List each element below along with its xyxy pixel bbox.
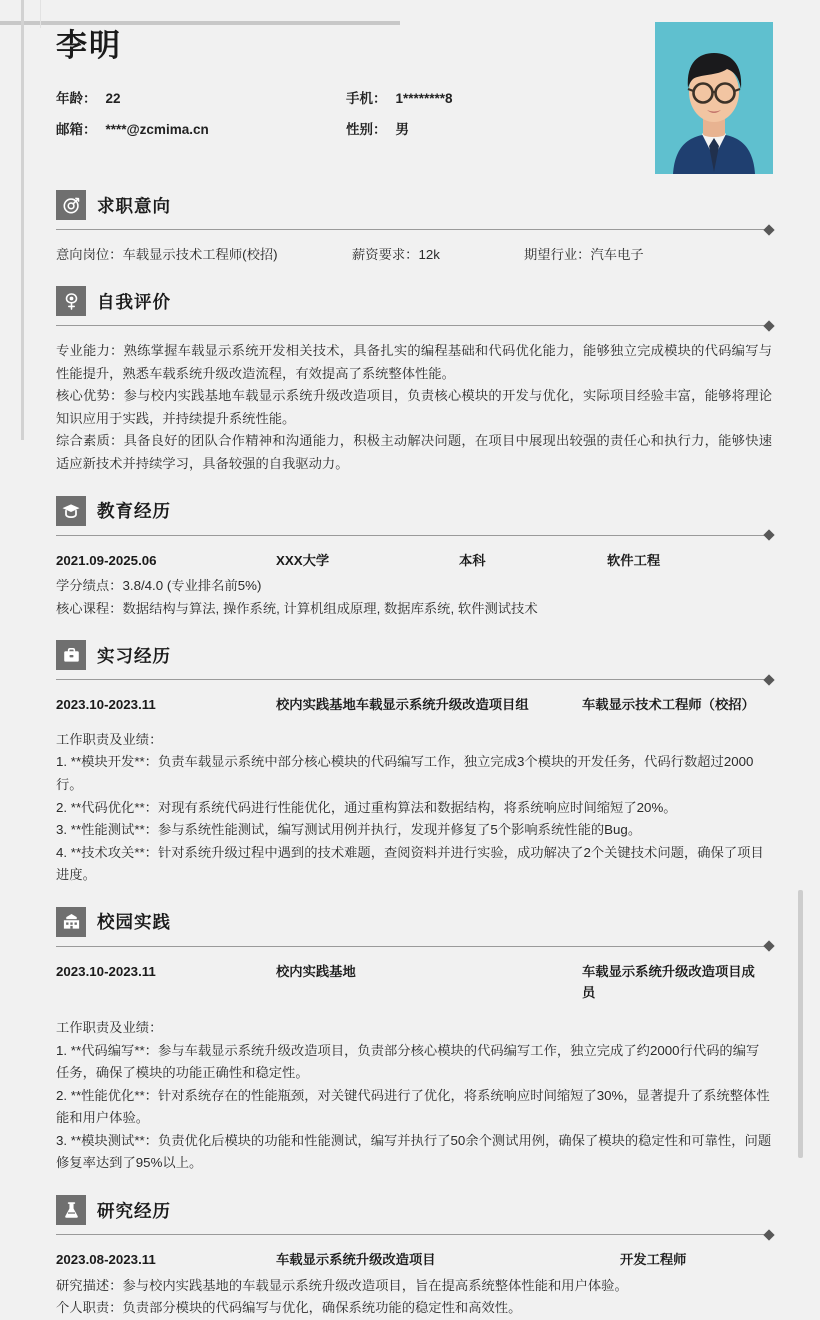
candidate-photo — [655, 22, 773, 174]
campus-practice-organization: 校内实践基地 — [276, 963, 356, 979]
rule-line — [56, 946, 772, 947]
section-campus-practice — [56, 907, 772, 1175]
section-title-education: 教育经历 — [97, 501, 171, 522]
campus-practice-details — [56, 1017, 772, 1175]
research-project: 车载显示系统升级改造项目 — [276, 1252, 436, 1268]
job-intent-salary — [352, 244, 524, 266]
section-rule-job-intent — [56, 226, 772, 235]
rule-line — [56, 229, 772, 230]
job-intent-industry-label: 期望行业： — [524, 247, 591, 262]
self-evaluation-paragraph: 综合素质：具备良好的团队合作精神和沟通能力，积极主动解决问题，在项目中展现出较强的责任心和执行力，能够快速适应新技术并持续学习，具备较强的自我驱动力。 — [56, 433, 772, 471]
research-date: 2023.08-2023.11 — [56, 1252, 156, 1268]
job-intent-salary-value: 12k — [418, 247, 440, 262]
campus-practice-entry-row — [56, 961, 772, 1004]
section-body-campus-practice — [56, 961, 772, 1175]
section-education — [56, 496, 772, 621]
section-header-research — [56, 1195, 772, 1225]
education-degree: 本科 — [459, 552, 486, 568]
campus-practice-detail-item: 3. **模块测试**：负责优化后模块的功能和性能测试，编写并执行了50余个测试用例，确保了模块的稳定性和可靠性，问题修复率达到了95%以上。 — [56, 1132, 772, 1171]
section-title-self-evaluation: 自我评价 — [97, 291, 171, 312]
info-value-email: ****@zcmima.cn — [105, 122, 209, 137]
education-details — [56, 575, 772, 620]
job-intent-position — [56, 244, 352, 266]
job-intent-industry — [524, 244, 644, 266]
personal-info-grid — [56, 87, 576, 138]
info-field-age — [56, 87, 346, 107]
self-evaluation-paragraph: 核心优势：参与校内实践基地车载显示系统升级改造项目，负责核心模块的开发与优化，实际项目经验丰富，能够将理论知识应用于实践，并持续提升系统性能。 — [56, 388, 772, 426]
rule-diamond-marker — [763, 320, 774, 331]
section-rule-education — [56, 532, 772, 541]
internship-entry-row — [56, 694, 772, 716]
section-title-campus-practice: 校园实践 — [97, 912, 171, 933]
job-intent-position-value: 车载显示技术工程师(校招) — [122, 247, 278, 262]
internship-date: 2023.10-2023.11 — [56, 697, 156, 713]
section-rule-internship — [56, 676, 772, 685]
campus-practice-role: 车载显示系统升级改造项目成员 — [582, 963, 755, 1001]
info-label-phone: 手机： — [346, 91, 387, 106]
section-rule-self-evaluation — [56, 322, 772, 331]
section-job-intent — [56, 190, 772, 266]
internship-detail-item: 2. **代码优化**：对现有系统代码进行性能优化，通过重构算法和数据结构，将系统响应时间缩短了20%。 — [56, 799, 677, 815]
section-body-internship — [56, 694, 772, 887]
education-gpa: 学分绩点：3.8/4.0 (专业排名前5%) — [56, 578, 262, 594]
section-rule-campus-practice — [56, 943, 772, 952]
job-intent-position-label: 意向岗位： — [56, 247, 123, 262]
internship-details-heading: 工作职责及业绩： — [56, 731, 163, 747]
resume-header — [56, 30, 772, 170]
resume-content — [56, 30, 772, 1320]
section-header-campus-practice — [56, 907, 772, 937]
internship-role: 车载显示技术工程师（校招） — [582, 697, 755, 713]
education-major: 软件工程 — [607, 552, 661, 568]
internship-organization: 校内实践基地车载显示系统升级改造项目组 — [276, 697, 529, 713]
section-internship — [56, 640, 772, 887]
rule-diamond-marker — [763, 941, 774, 952]
briefcase-icon — [56, 640, 86, 670]
internship-detail-item: 3. **性能测试**：参与系统性能测试，编写测试用例并执行，发现并修复了5个影响系统性能的Bug。 — [56, 822, 642, 838]
rule-diamond-marker — [763, 1229, 774, 1240]
info-value-phone: 1********8 — [395, 91, 453, 106]
section-self-evaluation — [56, 286, 772, 476]
campus-practice-detail-item: 2. **性能优化**：针对系统存在的性能瓶颈，对关键代码进行了优化，将系统响应时间缩短了30%，显著提升了系统整体性能和用户体验。 — [56, 1087, 770, 1126]
internship-detail-item: 1. **模块开发**：负责车载显示系统中部分核心模块的代码编写工作，独立完成3个模块的开发任务，代码行数超过2000行。 — [56, 754, 754, 792]
section-rule-research — [56, 1231, 772, 1240]
section-title-job-intent: 求职意向 — [97, 195, 171, 216]
info-value-gender: 男 — [395, 122, 409, 137]
target-icon — [56, 190, 86, 220]
research-description: 研究描述：参与校内实践基地的车载显示系统升级改造项目，旨在提高系统整体性能和用户体验。 — [56, 1277, 628, 1293]
education-entry-row — [56, 550, 772, 572]
section-title-research: 研究经历 — [97, 1200, 171, 1221]
info-label-gender: 性别： — [346, 122, 387, 137]
section-body-research — [56, 1249, 772, 1320]
research-responsibility: 个人职责：负责部分模块的代码编写与优化，确保系统功能的稳定性和高效性。 — [56, 1300, 522, 1316]
self-evaluation-paragraph: 专业能力：熟练掌握车载显示系统开发相关技术，具备扎实的编程基础和代码优化能力，能够独立完成模块的代码编写与性能提升，熟悉车载系统升级改造流程，有效提高了系统整体性能。 — [56, 343, 772, 381]
award-icon — [56, 286, 86, 316]
job-intent-row — [56, 244, 772, 266]
flask-icon — [56, 1195, 86, 1225]
rule-diamond-marker — [763, 674, 774, 685]
education-date: 2021.09-2025.06 — [56, 552, 157, 568]
internship-details — [56, 729, 772, 887]
info-field-gender — [346, 118, 576, 138]
campus-practice-date: 2023.10-2023.11 — [56, 963, 156, 979]
rule-line — [56, 535, 772, 536]
info-value-age: 22 — [105, 91, 121, 106]
research-role: 开发工程师 — [620, 1252, 687, 1268]
section-header-job-intent — [56, 190, 772, 220]
campus-practice-detail-item: 1. **代码编写**：参与车载显示系统升级改造项目，负责部分核心模块的代码编写工作，独立完成了约2000行代码的编写任务，确保了模块的功能正确性和稳定性。 — [56, 1042, 760, 1081]
section-title-internship: 实习经历 — [97, 645, 171, 666]
education-school: XXX大学 — [276, 552, 330, 568]
research-entry-row — [56, 1249, 772, 1271]
graduation-cap-icon — [56, 496, 86, 526]
rule-diamond-marker — [763, 529, 774, 540]
info-field-email — [56, 118, 346, 138]
info-label-email: 邮箱： — [56, 122, 97, 137]
job-intent-salary-label: 薪资要求： — [352, 247, 419, 262]
campus-practice-details-heading: 工作职责及业绩： — [56, 1019, 163, 1035]
section-header-education — [56, 496, 772, 526]
rule-diamond-marker — [763, 224, 774, 235]
section-header-self-evaluation — [56, 286, 772, 316]
rule-line — [56, 325, 772, 326]
candidate-name: 李明 — [56, 28, 122, 63]
research-details — [56, 1275, 772, 1320]
section-body-job-intent — [56, 244, 772, 266]
rule-line — [56, 1234, 772, 1235]
section-body-education — [56, 550, 772, 621]
internship-detail-item: 4. **技术攻关**：针对系统升级过程中遇到的技术难题，查阅资料并进行实验，成功解决了2个关键技术问题，确保了项目进度。 — [56, 844, 764, 883]
education-courses: 核心课程：数据结构与算法, 操作系统, 计算机组成原理, 数据库系统, 软件测试技术 — [56, 600, 538, 616]
job-intent-industry-value: 汽车电子 — [590, 247, 644, 262]
section-body-self-evaluation — [56, 340, 772, 476]
school-building-icon — [56, 907, 86, 937]
rule-line — [56, 679, 772, 680]
section-research — [56, 1195, 772, 1320]
section-header-internship — [56, 640, 772, 670]
info-field-phone — [346, 87, 576, 107]
info-label-age: 年龄： — [56, 91, 97, 106]
